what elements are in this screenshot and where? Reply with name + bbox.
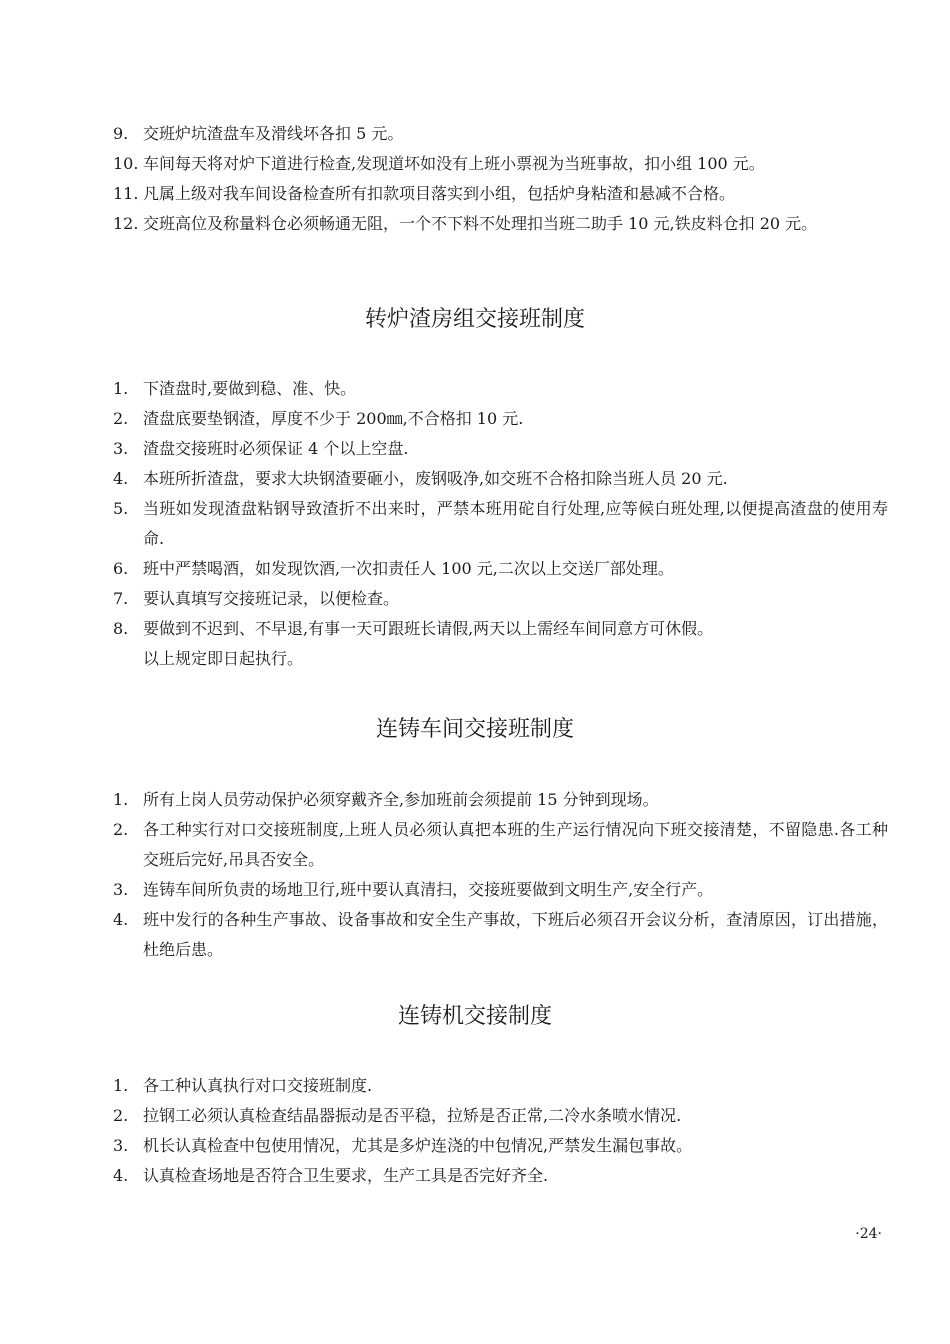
- list-item-number: 1.: [113, 790, 129, 809]
- list-item-number: 1.: [113, 1076, 129, 1095]
- closing-note: 以上规定即日起执行。: [143, 649, 304, 668]
- list-item-text: 车间每天将对炉下道进行检查,发现道坏如没有上班小票视为当班事故，扣小组 100 元。: [143, 154, 765, 173]
- section-slag-room-list: [113, 374, 888, 674]
- list-item-number: 3.: [113, 1136, 129, 1155]
- list-item-text: 下渣盘时,要做到稳、准、快。: [143, 379, 357, 398]
- list-item: [113, 815, 888, 875]
- list-item-number: 7.: [113, 589, 129, 608]
- list-item: [113, 1161, 888, 1191]
- section-casting-machine-list: [113, 1071, 888, 1191]
- list-item-text: 交班高位及称量料仓必须畅通无阻，一个不下料不处理扣当班二助手 10 元,铁皮料仓扣 20 元。: [143, 214, 818, 233]
- list-item-number: 8.: [113, 619, 129, 638]
- list-item: [113, 119, 888, 149]
- list-item-text: 拉钢工必须认真检查结晶器振动是否平稳，拉矫是否正常,二冷水条喷水情况.: [143, 1106, 682, 1125]
- list-item-number: 6.: [113, 559, 129, 578]
- list-item-text: 凡属上级对我车间设备检查所有扣款项目落实到小组，包括炉身粘渣和悬减不合格。: [143, 184, 736, 203]
- list-item-number: 4.: [113, 1166, 129, 1185]
- section-title-casting-machine: 连铸机交接制度: [397, 1004, 552, 1029]
- list-item: [113, 614, 888, 644]
- list-item: [113, 584, 888, 614]
- list-item: [113, 905, 888, 965]
- list-item-text: 各工种实行对口交接班制度,上班人员必须认真把本班的生产运行情况向下班交接清楚，不留隐患.各工种交班后完好,吊具否安全。: [143, 820, 888, 869]
- section-continued-list: [113, 119, 888, 239]
- list-item: [113, 1131, 888, 1161]
- list-item-text: 班中严禁喝酒，如发现饮酒,一次扣责任人 100 元,二次以上交送厂部处理。: [143, 559, 674, 578]
- list-item: [113, 875, 888, 905]
- list-item-text: 连铸车间所负责的场地卫行,班中要认真清扫，交接班要做到文明生产,安全行产。: [143, 880, 714, 899]
- page-number: ·24·: [855, 1226, 882, 1242]
- list-item-number: 11.: [113, 184, 139, 203]
- list-item-number: 4.: [113, 469, 129, 488]
- list-item: [113, 404, 888, 434]
- list-item-number: 9.: [113, 124, 129, 143]
- list-item-text: 所有上岗人员劳动保护必须穿戴齐全,参加班前会须提前 15 分钟到现场。: [143, 790, 659, 809]
- list-item-number: 3.: [113, 439, 129, 458]
- list-item-text: 各工种认真执行对口交接班制度.: [143, 1076, 373, 1095]
- list-item: [113, 494, 888, 554]
- list-item-number: 5.: [113, 499, 129, 518]
- list-item-text: 本班所折渣盘，要求大块钢渣要砸小，废钢吸净,如交班不合格扣除当班人员 20 元.: [143, 469, 728, 488]
- list-item-text: 要认真填写交接班记录，以便检查。: [143, 589, 400, 608]
- list-item-text: 渣盘交接班时必须保证 4 个以上空盘.: [143, 439, 409, 458]
- list-item-number: 10.: [113, 154, 139, 173]
- list-item-number: 2.: [113, 1106, 129, 1125]
- list-item: [113, 179, 888, 209]
- list-item-number: 2.: [113, 409, 129, 428]
- list-item: [113, 149, 888, 179]
- list-item: [113, 209, 888, 239]
- list-item-number: 2.: [113, 820, 129, 839]
- list-item-text: 认真检查场地是否符合卫生要求，生产工具是否完好齐全.: [143, 1166, 549, 1185]
- list-item-text: 当班如发现渣盘粘钢导致渣折不出来时，严禁本班用砣自行处理,应等候白班处理,以便提高渣盘的使用寿命.: [143, 499, 888, 548]
- section-title-casting-workshop: 连铸车间交接班制度: [375, 717, 574, 742]
- list-item: [113, 434, 888, 464]
- list-item-number: 12.: [113, 214, 139, 233]
- section-casting-workshop-list: [113, 785, 888, 965]
- list-item: [113, 1101, 888, 1131]
- list-item-number: 3.: [113, 880, 129, 899]
- list-item: [113, 785, 888, 815]
- list-item-number: 4.: [113, 910, 129, 929]
- list-item: [113, 554, 888, 584]
- list-item-text: 渣盘底要垫钢渣，厚度不少于 200㎜,不合格扣 10 元.: [143, 409, 524, 428]
- list-item: [113, 1071, 888, 1101]
- list-item: [113, 374, 888, 404]
- list-item-number: 1.: [113, 379, 129, 398]
- list-item-text: 班中发行的各种生产事故、设备事故和安全生产事故，下班后必须召开会议分析，查清原因，订出措施，杜绝后患。: [143, 910, 888, 959]
- list-item: [113, 464, 888, 494]
- list-item-text: 交班炉坑渣盘车及滑线坏各扣 5 元。: [143, 124, 404, 143]
- section-title-slag-room: 转炉渣房组交接班制度: [364, 307, 585, 332]
- list-item-text: 要做到不迟到、不早退,有事一天可跟班长请假,两天以上需经车间同意方可休假。: [143, 619, 714, 638]
- list-item-text: 机长认真检查中包使用情况，尤其是多炉连浇的中包情况,严禁发生漏包事故。: [143, 1136, 693, 1155]
